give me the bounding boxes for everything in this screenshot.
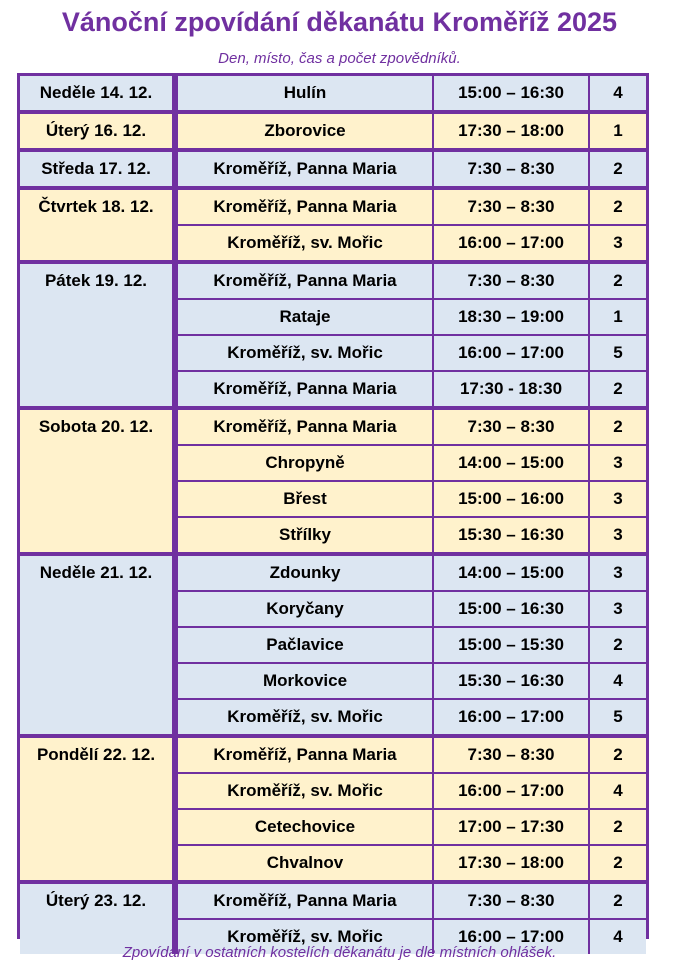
place-cell: Kroměříž, sv. Mořic: [178, 700, 432, 734]
time-cell: 16:00 – 17:00: [434, 700, 588, 734]
time-cell: 15:30 – 16:30: [434, 518, 588, 552]
day-entries: [178, 264, 646, 406]
day-group: [20, 114, 646, 148]
page-subtitle: Den, místo, čas a počet zpovědníků.: [218, 50, 461, 67]
schedule-row: [178, 300, 646, 334]
confessor-count-cell: 3: [590, 482, 646, 516]
place-cell: Kroměříž, Panna Maria: [178, 190, 432, 224]
place-cell: Kroměříž, sv. Mořic: [178, 336, 432, 370]
time-cell: 7:30 – 8:30: [434, 738, 588, 772]
place-cell: Morkovice: [178, 664, 432, 698]
place-cell: Hulín: [178, 76, 432, 110]
day-entries: [178, 152, 646, 186]
schedule-row: [178, 336, 646, 370]
day-group: [20, 556, 646, 734]
time-cell: 14:00 – 15:00: [434, 556, 588, 590]
place-cell: Chropyně: [178, 446, 432, 480]
day-label: Neděle 21. 12.: [20, 556, 172, 734]
footer-note: Zpovídání v ostatních kostelích děkanátu je dle místních ohlášek.: [122, 944, 557, 961]
time-cell: 16:00 – 17:00: [434, 920, 588, 954]
confessor-count-cell: 2: [590, 846, 646, 880]
place-cell: Střílky: [178, 518, 432, 552]
time-cell: 17:30 – 18:00: [434, 114, 588, 148]
confessor-count-cell: 3: [590, 446, 646, 480]
day-label: Čtvrtek 18. 12.: [20, 190, 172, 260]
schedule-row: [178, 628, 646, 662]
time-cell: 15:00 – 16:30: [434, 592, 588, 626]
place-cell: Koryčany: [178, 592, 432, 626]
schedule-row: [178, 372, 646, 406]
place-cell: Rataje: [178, 300, 432, 334]
day-label: Neděle 14. 12.: [20, 76, 172, 110]
schedule-row: [178, 664, 646, 698]
day-label: Sobota 20. 12.: [20, 410, 172, 552]
confessor-count-cell: 3: [590, 518, 646, 552]
schedule-table: [17, 73, 649, 946]
place-cell: Zborovice: [178, 114, 432, 148]
confessor-count-cell: 2: [590, 152, 646, 186]
time-cell: 18:30 – 19:00: [434, 300, 588, 334]
time-cell: 7:30 – 8:30: [434, 264, 588, 298]
confessor-count-cell: 2: [590, 810, 646, 844]
day-group: [20, 264, 646, 406]
day-entries: [178, 76, 646, 110]
time-cell: 16:00 – 17:00: [434, 774, 588, 808]
confessor-count-cell: 2: [590, 264, 646, 298]
time-cell: 7:30 – 8:30: [434, 410, 588, 444]
time-cell: 16:00 – 17:00: [434, 336, 588, 370]
confessor-count-cell: 4: [590, 774, 646, 808]
confessor-count-cell: 1: [590, 300, 646, 334]
schedule-row: [178, 482, 646, 516]
confessor-count-cell: 2: [590, 628, 646, 662]
day-label: Pondělí 22. 12.: [20, 738, 172, 880]
confessor-count-cell: 2: [590, 190, 646, 224]
place-cell: Kroměříž, Panna Maria: [178, 152, 432, 186]
day-entries: [178, 738, 646, 880]
place-cell: Kroměříž, Panna Maria: [178, 410, 432, 444]
page-title: Vánoční zpovídání děkanátu Kroměříž 2025: [61, 7, 618, 37]
confessor-count-cell: 2: [590, 738, 646, 772]
schedule-row: [178, 410, 646, 444]
place-cell: Kroměříž, Panna Maria: [178, 738, 432, 772]
day-entries: [178, 190, 646, 260]
schedule-row: [178, 226, 646, 260]
schedule-row: [178, 884, 646, 918]
place-cell: Kroměříž, sv. Mořic: [178, 774, 432, 808]
place-cell: Břest: [178, 482, 432, 516]
time-cell: 15:30 – 16:30: [434, 664, 588, 698]
place-cell: Kroměříž, Panna Maria: [178, 884, 432, 918]
confessor-count-cell: 5: [590, 700, 646, 734]
confessor-count-cell: 5: [590, 336, 646, 370]
time-cell: 17:00 – 17:30: [434, 810, 588, 844]
confessor-count-cell: 4: [590, 920, 646, 954]
time-cell: 15:00 – 16:00: [434, 482, 588, 516]
confessor-count-cell: 2: [590, 372, 646, 406]
day-entries: [178, 410, 646, 552]
time-cell: 15:00 – 15:30: [434, 628, 588, 662]
schedule-row: [178, 846, 646, 880]
confessor-count-cell: 2: [590, 410, 646, 444]
time-cell: 17:30 - 18:30: [434, 372, 588, 406]
place-cell: Kroměříž, Panna Maria: [178, 372, 432, 406]
time-cell: 15:00 – 16:30: [434, 76, 588, 110]
place-cell: Kroměříž, sv. Mořic: [178, 920, 432, 954]
schedule-row: [178, 446, 646, 480]
schedule-row: [178, 556, 646, 590]
day-group: [20, 410, 646, 552]
place-cell: Zdounky: [178, 556, 432, 590]
place-cell: Pačlavice: [178, 628, 432, 662]
day-label: Středa 17. 12.: [20, 152, 172, 186]
place-cell: Chvalnov: [178, 846, 432, 880]
time-cell: 7:30 – 8:30: [434, 152, 588, 186]
day-entries: [178, 114, 646, 148]
schedule-row: [178, 114, 646, 148]
day-group: [20, 738, 646, 880]
day-group: [20, 76, 646, 110]
place-cell: Kroměříž, Panna Maria: [178, 264, 432, 298]
schedule-row: [178, 810, 646, 844]
schedule-row: [178, 592, 646, 626]
schedule-row: [178, 190, 646, 224]
confessor-count-cell: 1: [590, 114, 646, 148]
schedule-row: [178, 518, 646, 552]
confessor-count-cell: 4: [590, 76, 646, 110]
day-label: Úterý 23. 12.: [20, 884, 172, 954]
place-cell: Cetechovice: [178, 810, 432, 844]
schedule-row: [178, 700, 646, 734]
schedule-row: [178, 774, 646, 808]
schedule-row: [178, 264, 646, 298]
day-label: Pátek 19. 12.: [20, 264, 172, 406]
day-entries: [178, 556, 646, 734]
confessor-count-cell: 3: [590, 556, 646, 590]
time-cell: 7:30 – 8:30: [434, 884, 588, 918]
schedule-row: [178, 152, 646, 186]
confessor-count-cell: 3: [590, 226, 646, 260]
confessor-count-cell: 3: [590, 592, 646, 626]
place-cell: Kroměříž, sv. Mořic: [178, 226, 432, 260]
schedule-row: [178, 76, 646, 110]
time-cell: 17:30 – 18:00: [434, 846, 588, 880]
day-group: [20, 152, 646, 186]
time-cell: 7:30 – 8:30: [434, 190, 588, 224]
time-cell: 16:00 – 17:00: [434, 226, 588, 260]
day-group: [20, 190, 646, 260]
confessor-count-cell: 2: [590, 884, 646, 918]
time-cell: 14:00 – 15:00: [434, 446, 588, 480]
schedule-row: [178, 738, 646, 772]
confessor-count-cell: 4: [590, 664, 646, 698]
day-label: Úterý 16. 12.: [20, 114, 172, 148]
